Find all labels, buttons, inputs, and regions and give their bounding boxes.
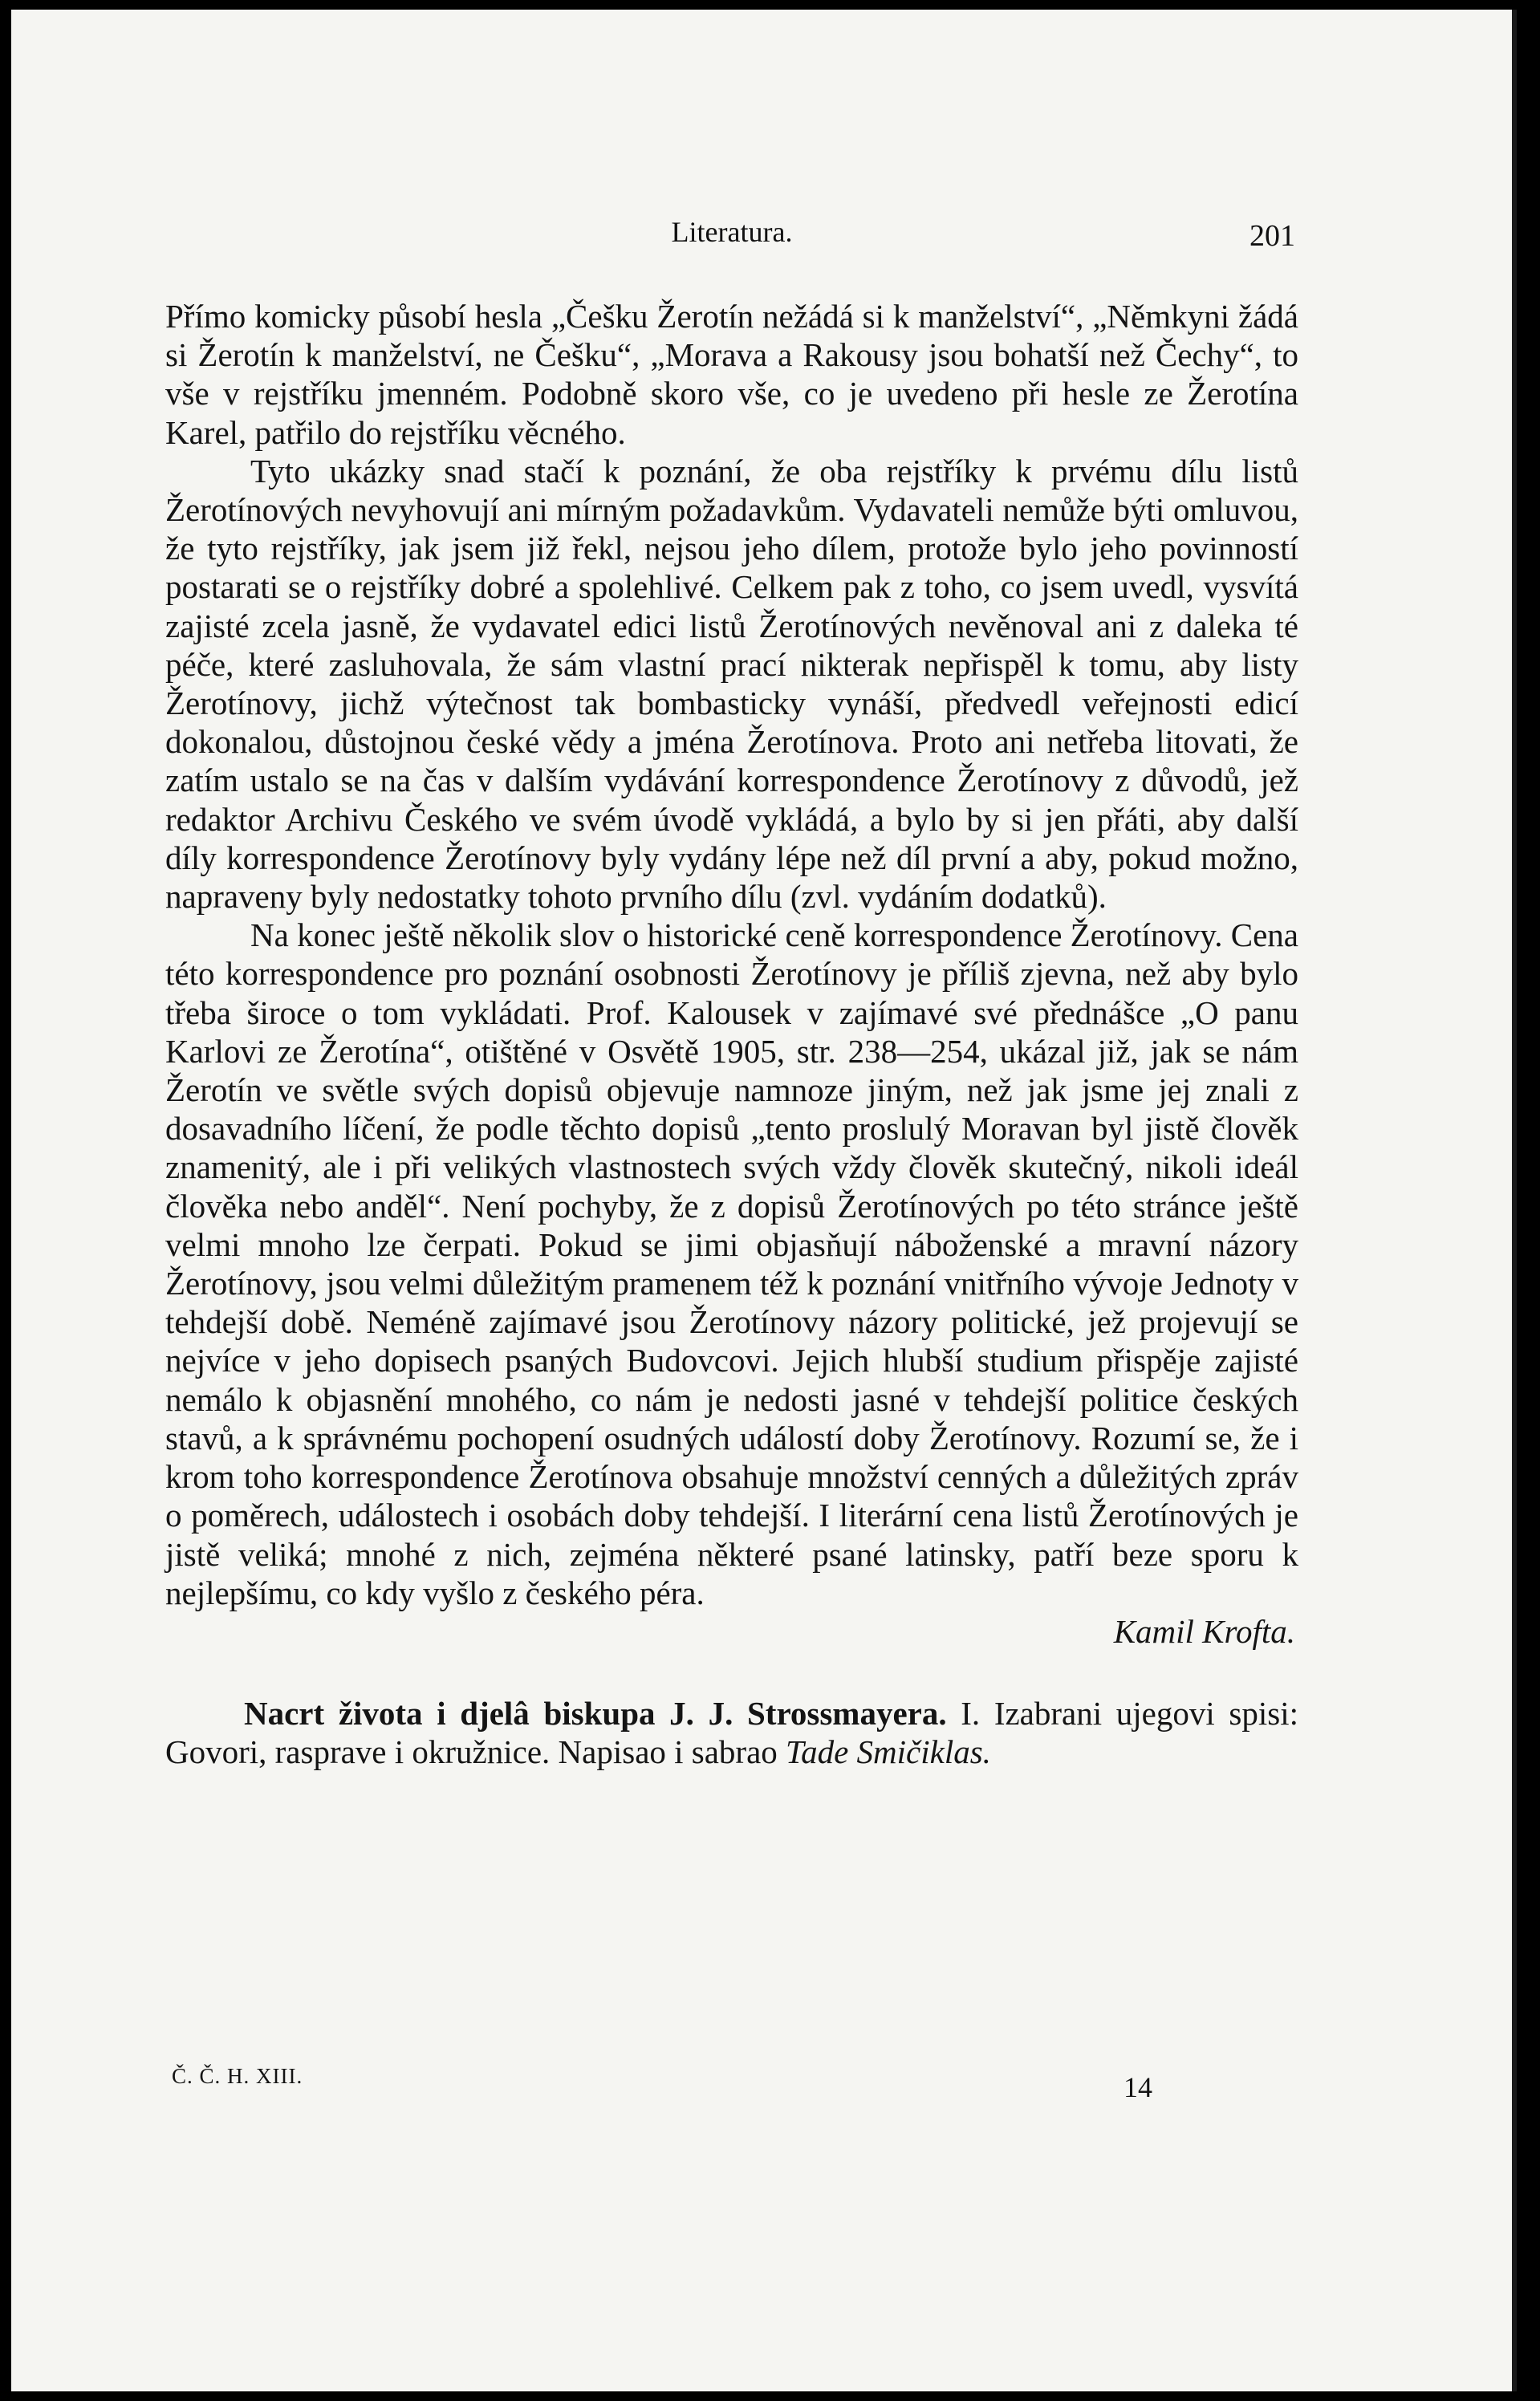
review-description: I. Izabrani ujegovi spisi: Govori, rasprave i okružnice. Napisao i sabrao (165, 1695, 1298, 1771)
main-text (165, 297, 1298, 1772)
page-header (165, 215, 1298, 260)
review-heading (165, 1694, 1298, 1771)
page-footer (165, 2064, 1298, 2112)
sheet-number: 14 (1124, 2071, 1152, 2103)
author-signature: Kamil Krofta. (1113, 1612, 1295, 1650)
paragraph-1: Přímo komicky působí hesla „Češku Žerotín nežádá si k manželství“, „Němkyni žádá si Žerotín k manželství, ne Češku“, „Morava a Rakousy jsou bohatší než Čechy“, to vše v rejstříku jmenném. Podobně skoro vše, co je uvedeno při hesle ze Žerotína Karel, patřilo do rejstříku věcného. (165, 298, 1298, 451)
printer-signature-mark: Č. Č. H. XIII. (172, 2064, 303, 2088)
book-page (11, 10, 1517, 2391)
review-title: Nacrt života i djelâ biskupa J. J. Strossmayera. (244, 1695, 947, 1733)
page-number: 201 (1249, 219, 1295, 253)
running-head: Literatura. (671, 216, 793, 248)
paragraph-2: Tyto ukázky snad stačí k poznání, že oba rejstříky k prvému dílu listů Žerotínových nevyhovují ani mírným požadavkům. Vydavateli nemůže býti omluvou, že tyto rejstříky, jak jsem již řekl, nejsou jeho dílem, protože bylo jeho povinností postarati se o rejstříky dobré a spolehlivé. Celkem pak z toho, co jsem uvedl, vysvítá zajisté zcela jasně, že vydavatel edici listů Žerotínových nevěnoval ani z daleka té péče, které zasluhovala, že sám vlastní prací nikterak nepřispěl k tomu, aby listy Žerotínovy, jichž výtečnost tak bombasticky vynáší, předvedl veřejnosti edicí dokonalou, důstojnou české vědy a jména Žerotínova. Proto ani netřeba litovati, že zatím ustalo se na čas v dalším vydávání korrespondence Žerotínovy z důvodů, jež redaktor Archivu Českého ve svém úvodě vykládá, a bylo by si jen přáti, aby další díly korrespondence Žerotínovy byly vydány lépe než díl první a aby, pokud možno, napraveny byly nedostatky tohoto prvního dílu (zvl. vydáním dodatků). (165, 452, 1298, 916)
paragraph-3: Na konec ještě několik slov o historické ceně korrespondence Žerotínovy. Cena této korrespondence pro poznání osobnosti Žerotínovy je příliš zjevna, než aby bylo třeba široce o tom vykládati. Prof. Kalousek v zajímavé své přednášce „O panu Karlovi ze Žerotína“, otištěné v Osvětě 1905, str. 238—254, ukázal již, jak se nám Žerotín ve světle svých dopisů objevuje namnoze jiným, než jak jsme jej znali z dosavadního líčení, že podle těchto dopisů „tento proslulý Moravan byl jistě člověk znamenitý, ale i při velikých vlastnostech svých vždy člověk skutečný, nikoli ideál člověka nebo anděl“. Není pochyby, že z dopisů Žerotínových po této stránce ještě velmi mnoho lze čerpati. Pokud se jimi objasňují náboženské a mravní názory Žerotínovy, jsou velmi důležitým pramenem též k poznání vnitřního vývoje Jednoty v tehdejší době. Neméně zajímavé jsou Žerotínovy názory politické, jež projevují se nejvíce v jeho dopisech psaných Budovcovi. Jejich hlubší studium přispěje zajisté nemálo k objasnění mnohého, co nám je nedosti jasné v tehdejší politice českých stavů, a k správnému pochopení osudných událostí doby Žerotínovy. Rozumí se, že i krom toho korrespondence Žerotínova obsahuje množství cenných a důležitých zpráv o poměrech, událostech i osobách doby tehdejší. I literární cena listů Žerotínových je jistě veliká; mnohé z nich, zejména některé psané latinsky, patří beze sporu k nejlepšímu, co kdy vyšlo z českého péra. (165, 916, 1298, 1611)
review-author: Tade Smičiklas. (786, 1733, 991, 1771)
